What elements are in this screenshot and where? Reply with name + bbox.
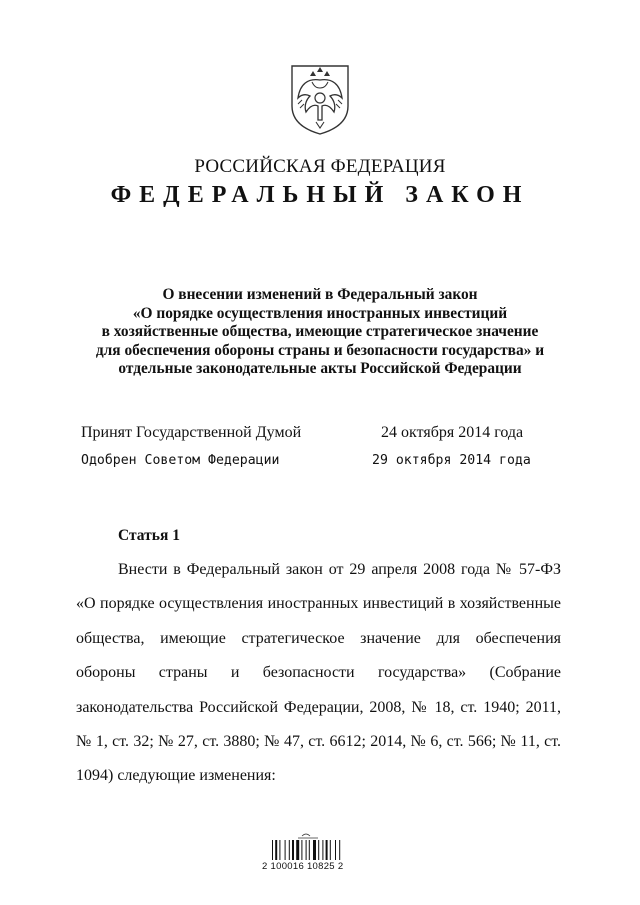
barcode-number: 2 100016 10825 2	[262, 861, 344, 872]
state-emblem-icon	[288, 64, 352, 136]
barcode-bar	[313, 840, 316, 860]
document-type-heading: ФЕДЕРАЛЬНЫЙ ЗАКОН	[110, 182, 530, 208]
barcode-bar	[296, 840, 299, 860]
barcode-bar	[279, 840, 280, 860]
barcode-bar	[289, 840, 290, 860]
barcode-image	[268, 830, 350, 884]
barcode-bar	[322, 840, 323, 860]
barcode-bar	[275, 840, 277, 860]
duma-adoption-label: Принят Государственной Думой	[81, 424, 302, 441]
barcode-bar	[309, 840, 310, 860]
barcode-bar	[318, 840, 319, 860]
duma-adoption-date: 24 октября 2014 года	[381, 424, 524, 441]
barcode-bar	[326, 840, 328, 860]
law-title-line: для обеспечения обороны страны и безопасности государства» и	[95, 341, 545, 359]
law-title-line: отдельные законодательные акты Российской Федерации	[118, 360, 522, 378]
law-title	[60, 286, 580, 379]
barcode-bar	[335, 840, 336, 860]
barcode-bar	[272, 840, 273, 860]
council-approval-label: Одобрен Советом Федерации	[81, 453, 280, 468]
law-title-line: в хозяйственные общества, имеющие стратегическое значение	[101, 323, 539, 341]
article-body: Внести в Федеральный закон от 29 апреля 2008 года № 57-ФЗ «О порядке осуществления иностранных инвестиций в хозяйственные общества, имеющие стратегическое значение для обеспечения обороны страны и безопасности государства» (Собрание законодательства Российской Федерации, 2008, № 18, ст. 1940; 2011, № 1, ст. 32; № 27, ст. 3880; № 47, ст. 6612; 2014, № 6, ст. 566; № 11, ст. 1094) следующие изменения:	[76, 561, 561, 785]
council-approval-date: 29 октября 2014 года	[372, 453, 531, 468]
barcode-bar	[301, 840, 302, 860]
country-heading: РОССИЙСКАЯ ФЕДЕРАЦИЯ	[194, 156, 446, 177]
law-title-line: «О порядке осуществления иностранных инвестиций	[132, 304, 508, 322]
article-heading: Статья 1	[118, 527, 180, 544]
barcode-bar	[285, 840, 286, 860]
barcode-bar	[292, 840, 294, 860]
barcode-bar	[330, 840, 331, 860]
barcode-bar	[306, 840, 307, 860]
law-title-line: О внесении изменений в Федеральный закон	[162, 286, 478, 303]
barcode-bar	[339, 840, 340, 860]
